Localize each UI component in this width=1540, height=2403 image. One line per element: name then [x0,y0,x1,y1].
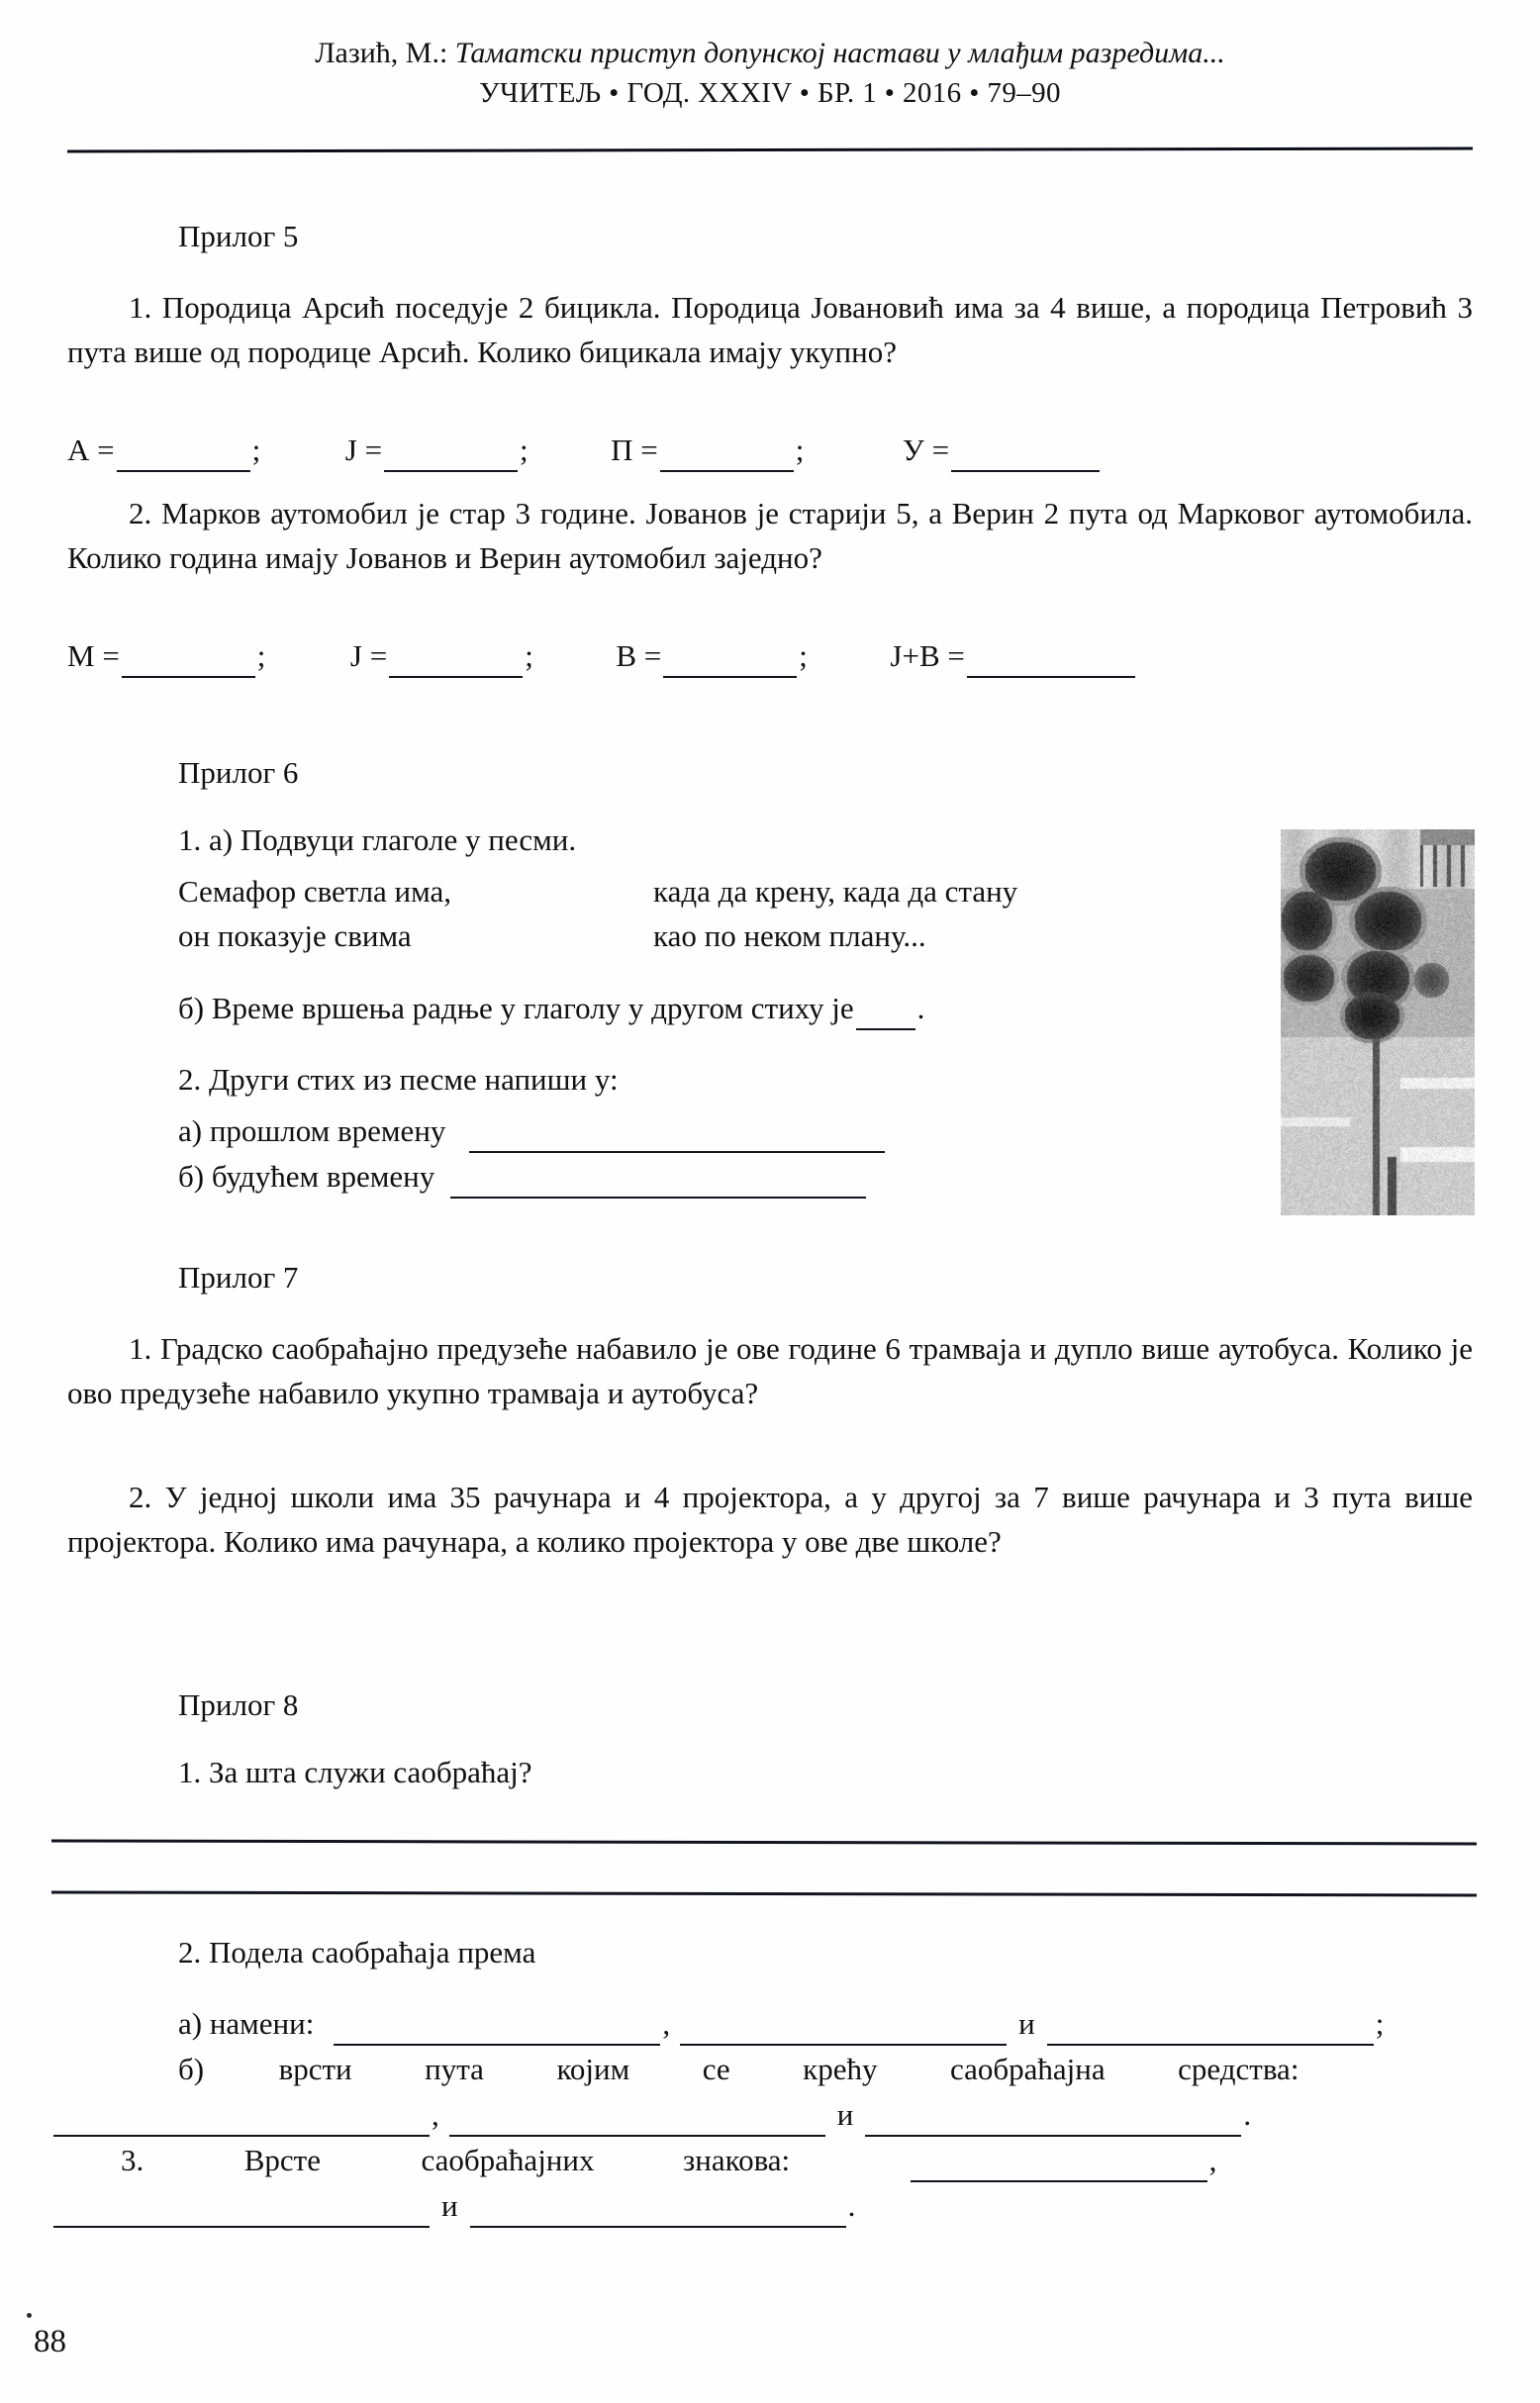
appendix-6-task-2b-blank[interactable] [450,1171,866,1199]
appendix-8-task-3-word-1: саобраћајних [421,2143,595,2177]
answer-blank-j2[interactable] [389,650,523,678]
poem-right-line-2: као по неком плану... [653,918,926,953]
appendix-8-title: Прилог 8 [178,1687,299,1722]
answer-label-jv: Ј+В = [890,638,965,673]
page-number: 88 [34,2324,66,2359]
appendix-6-task-2: 2. Други стих из песме напиши у: [178,1062,619,1097]
appendix-8-task-3-blank-1[interactable] [911,2155,1207,2182]
appendix-8-task-2b-conj: и [836,2097,854,2132]
answer-label-m: М = [67,638,120,673]
appendix-7-title: Прилог 7 [178,1260,299,1295]
appendix-6-task-1a: 1. а) Подвуци глаголе у песми. [178,822,577,857]
answer-label-a: А = [67,433,115,467]
answer-sep-j: ; [520,433,529,467]
appendix-8-task-2a-label: а) намени: [178,2006,315,2041]
appendix-8-task-2a-conj: и [1018,2006,1035,2041]
appendix-6-task-1b-period: . [916,991,925,1025]
appendix-8-task-3-blank-2[interactable] [53,2200,430,2228]
answer-label-v: В = [616,638,662,673]
appendix-8-task-1-answer-line-2[interactable] [51,1890,1477,1896]
appendix-8-task-2b-blank-3[interactable] [865,2109,1241,2137]
running-head-title-line [71,34,1469,73]
traffic-light-photo [1281,829,1475,1215]
appendix-8-task-3-row [121,2138,1467,2182]
appendix-6-task-2b-label: б) будућем времену [178,1159,435,1194]
appendix-6-task-2a-row [178,1108,887,1153]
appendix-6-task-1b-blank[interactable] [856,1003,915,1030]
scan-speck [27,2313,32,2318]
appendix-8-task-3-word-2: знакова: [682,2143,791,2177]
traffic-light-photo-canvas [1281,829,1475,1215]
appendix-8-task-2b-word-6: средства: [1178,2052,1299,2086]
appendix-6-task-2a-label: а) прошлом времену [178,1113,446,1148]
appendix-8-task-2b-word-3: се [702,2052,730,2086]
appendix-6-task-2a-blank[interactable] [469,1125,885,1153]
answer-blank-jv[interactable] [967,650,1135,678]
appendix-5-task-2-answer-row [67,633,1137,678]
appendix-8-task-2b-answer-row [51,2092,1251,2137]
appendix-8-task-2: 2. Подела саобраћаја према [178,1935,536,1970]
appendix-6-task-1b-text: б) Време вршења радње у глаголу у другом стиху је [178,991,854,1025]
appendix-8-task-2a-blank-1[interactable] [334,2018,660,2046]
answer-sep-m: ; [256,638,266,673]
answer-blank-a[interactable] [117,444,250,472]
appendix-8-task-3-number: 3. [121,2143,144,2177]
appendix-8-task-2b-blank-1[interactable] [53,2109,430,2137]
appendix-8-task-1: 1. За шта служи саобраћај? [178,1755,532,1789]
appendix-8-task-2b-comma: , [432,2097,439,2132]
appendix-8-task-2b-label: б) [178,2052,205,2086]
answer-sep-a: ; [251,433,261,467]
appendix-5-title: Прилог 5 [178,219,299,253]
answer-label-j: Ј = [344,433,383,467]
poem-left-line-2: он показује свима [178,918,412,953]
appendix-5-task-1-answer-row [67,428,1102,472]
running-head-journal-line: УЧИТЕЉ • ГОД. XXXIV • БР. 1 • 2016 • 79–90 [479,77,1061,109]
appendix-8-task-3-period: . [847,2188,856,2223]
appendix-8-task-2a-blank-3[interactable] [1047,2018,1374,2046]
answer-label-u: У = [902,433,950,467]
answer-sep-j2: ; [525,638,533,673]
appendix-8-task-2a-row [178,2001,1384,2046]
running-head [71,34,1469,113]
appendix-6-task-1b [178,986,924,1030]
appendix-8-task-1-answer-line-1[interactable] [51,1839,1477,1845]
poem-right-line-1: када да крену, када да стану [653,874,1018,909]
appendix-7-task-1: 1. Градско саобраћајно предузеће набавило је ове године 6 трамваја и дупло више аутобуса. Колико је ово предузеће набавило укупно трамваја и аутобуса? [67,1331,1473,1410]
answer-sep-v: ; [799,638,808,673]
appendix-8-task-2b-word-5: саобраћајна [949,2052,1106,2086]
poem-left-line-1: Семафор светла има, [178,874,452,909]
appendix-8-task-3-blank-3[interactable] [470,2200,846,2228]
running-head-article-title: Таматски приступ допунској настави у млађим разредима... [454,37,1225,69]
appendix-8-task-3-conj: и [441,2188,458,2223]
appendix-8-task-2b-word-4: крећу [803,2052,878,2086]
appendix-8-task-2b-word-1: пута [425,2052,484,2086]
answer-blank-j[interactable] [384,444,518,472]
appendix-6-title: Прилог 6 [178,755,299,790]
appendix-5-task-2: 2. Марков аутомобил је стар 3 године. Јованов је старији 5, а Верин 2 пута од Марковог аутомобила. Колико година имају Јованов и Верин аутомобил заједно? [67,496,1473,575]
appendix-8-task-2a-blank-2[interactable] [680,2018,1007,2046]
appendix-8-task-2a-semi: ; [1375,2006,1385,2041]
appendix-8-task-2b-word-2: којим [556,2052,630,2086]
header-divider-rule [67,147,1473,153]
appendix-8-task-2b-word-0: врсти [278,2052,352,2086]
appendix-8-task-3-comma: , [1208,2143,1217,2177]
appendix-8-task-2b-period: . [1243,2097,1252,2132]
appendix-8-task-2a-comma: , [662,2006,671,2041]
appendix-8-task-2b-row [178,2047,1475,2091]
appendix-7-task-2: 2. У једној школи има 35 рачунара и 4 пројектора, а у другој за 7 више рачунара и 3 пута више пројектора. Колико има рачунара, а колико пројектора у ове две школе? [67,1480,1473,1559]
appendix-8-task-3-answer-row [51,2183,855,2228]
answer-blank-p[interactable] [660,444,794,472]
answer-sep-p: ; [795,433,805,467]
answer-label-j2: Ј = [349,638,388,673]
answer-blank-u[interactable] [951,444,1100,472]
running-head-author: Лазић, М.: [315,37,455,69]
appendix-5-task-1: 1. Породица Арсић поседује 2 бицикла. Породица Јовановић има за 4 више, а породица Петровић 3 пута више од породице Арсић. Колико бицикала имају укупно? [67,290,1473,369]
answer-blank-m[interactable] [122,650,255,678]
appendix-8-task-2b-blank-2[interactable] [449,2109,825,2137]
appendix-8-task-3-word-0: Врсте [243,2143,321,2177]
answer-label-p: П = [611,433,658,467]
appendix-6-task-2b-row [178,1154,868,1199]
answer-blank-v[interactable] [663,650,797,678]
